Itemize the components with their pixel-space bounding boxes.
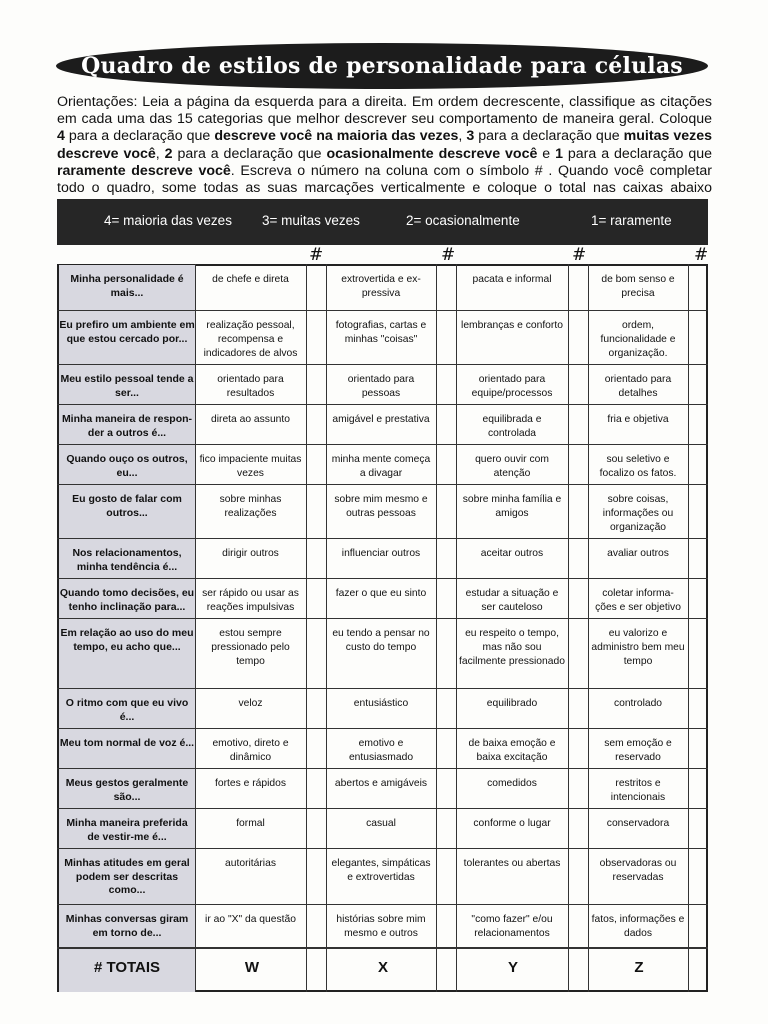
row-divider [57, 728, 708, 729]
statement-y: lembranças e conforto [461, 320, 563, 331]
row-divider [57, 538, 708, 539]
score-box-w[interactable] [307, 405, 326, 444]
statement-y: quero ouvir com atenção [475, 454, 549, 479]
score-box-z[interactable] [689, 905, 708, 948]
statement-z: fatos, informações e dados [591, 914, 685, 939]
row-category: O ritmo com que eu vivo é... [65, 697, 189, 723]
statement-x: influenciar outros [341, 548, 421, 559]
statement-y: orientado para equipe/processos [471, 374, 553, 399]
statement-z: eu valorizo e administro bem meu tempo [591, 628, 685, 667]
score-box-x[interactable] [437, 445, 456, 484]
statement-z: restritos e intencionais [610, 778, 666, 803]
score-box-w[interactable] [307, 619, 326, 688]
statement-w: veloz [238, 698, 263, 709]
row-category: Quando ouço os outros, eu... [66, 453, 188, 479]
total-x-label: X [377, 959, 388, 976]
statement-y: equilibrado [486, 698, 538, 709]
statement-w: ser rápido ou usar as reações impulsivas [202, 588, 299, 613]
score-box-x[interactable] [437, 365, 456, 404]
statement-w: direta ao assunto [211, 414, 290, 425]
score-box-x[interactable] [437, 689, 456, 728]
score-box-x[interactable] [437, 769, 456, 808]
score-box-z[interactable] [689, 809, 708, 848]
statement-x: amigável e prestativa [332, 414, 430, 425]
statement-z: sobre coisas, informações ou organização [602, 494, 674, 533]
statement-y: sobre minha família e amigos [462, 494, 562, 519]
score-box-z[interactable] [689, 405, 708, 444]
score-box-y[interactable] [569, 445, 588, 484]
score-box-y[interactable] [569, 809, 588, 848]
row-divider [57, 848, 708, 849]
legend-3: 3= muitas vezes [262, 213, 360, 228]
totals-label: # TOTAIS [93, 959, 161, 976]
score-box-x[interactable] [437, 905, 456, 948]
row-category: Nos relacionamentos, minha tendência é... [72, 547, 182, 573]
statement-w: ir ao "X" da questão [205, 914, 296, 925]
statement-x: emotivo e entusiasmado [348, 738, 414, 763]
score-box-y[interactable] [569, 905, 588, 948]
score-box-z[interactable] [689, 619, 708, 688]
score-box-w[interactable] [307, 579, 326, 618]
statement-y: pacata e informal [472, 274, 552, 285]
score-box-y[interactable] [569, 485, 588, 538]
legend-bar [57, 199, 708, 245]
statement-x: entusiástico [353, 698, 409, 709]
statement-y: aceitar outros [480, 548, 544, 559]
score-box-w[interactable] [307, 769, 326, 808]
score-box-y[interactable] [569, 405, 588, 444]
title-banner [56, 43, 708, 89]
total-box-w[interactable] [307, 949, 326, 991]
statement-y: "como fazer" e/ou relacionamentos [471, 914, 553, 939]
score-box-w[interactable] [307, 689, 326, 728]
score-box-x[interactable] [437, 729, 456, 768]
row-divider [57, 484, 708, 485]
row-category: Minha maneira de respon- der a outros é... [61, 413, 193, 439]
row-category: Meu tom normal de voz é... [59, 737, 195, 749]
statement-x: abertos e amigáveis [334, 778, 428, 789]
total-box-z[interactable] [689, 949, 708, 991]
score-box-w[interactable] [307, 485, 326, 538]
score-box-w[interactable] [307, 539, 326, 578]
total-box-x[interactable] [437, 949, 456, 991]
statement-z: sou seletivo e focalizo os fatos. [599, 454, 677, 479]
score-box-z[interactable] [689, 729, 708, 768]
statement-y: conforme o lugar [473, 818, 551, 829]
statement-y: equilibrada e controlada [482, 414, 542, 439]
statement-w: de chefe e direta [212, 274, 289, 285]
score-box-w[interactable] [307, 729, 326, 768]
instructions-paragraph: Orientações: Leia a página da esquerda para a direita. Em ordem decrescente, classifique as citações em cada uma das 15 categorias que melhor descrever seu comportamento de maneira geral. Coloque 4 para a declaração que descreve você na maioria das vezes, 3 para a declaração que muitas vezes descreve você, 2 para a declaração que ocasionalmente descreve você e 1 para a declaração que raramente descreve você. Escreva o número na coluna com o símbolo # . Quando você completar todo o quadro, some todas as suas marcações verticalmente e coloque o total nas caixas abaixo [57, 94, 713, 197]
row-divider [57, 808, 708, 809]
statement-z: ordem, funcionalidade e organização. [600, 320, 676, 359]
row-divider [57, 364, 708, 365]
statement-w: formal [236, 818, 265, 829]
score-box-z[interactable] [689, 579, 708, 618]
statement-w: emotivo, direto e dinâmico [212, 738, 289, 763]
total-w-label: W [244, 959, 260, 976]
score-box-x[interactable] [437, 849, 456, 904]
total-z-label: Z [634, 959, 644, 976]
score-box-w[interactable] [307, 265, 326, 310]
statement-z: orientado para detalhes [604, 374, 672, 399]
page-title: Quadro de estilos de personalidade para células [81, 53, 683, 79]
row-category: Eu prefiro um ambiente em que estou cercado por... [59, 319, 195, 345]
score-box-z[interactable] [689, 769, 708, 808]
score-box-w[interactable] [307, 905, 326, 948]
row-category: Meus gestos geralmente são... [65, 777, 189, 803]
statement-x: fazer o que eu sinto [335, 588, 427, 599]
row-divider [57, 578, 708, 579]
score-box-y[interactable] [569, 365, 588, 404]
totals-divider [57, 947, 708, 949]
row-category: Minha personalidade é mais... [70, 273, 184, 299]
statement-z: avaliar outros [607, 548, 669, 559]
hash-symbol-x: # [441, 245, 456, 265]
statement-y: tolerantes ou abertas [463, 858, 561, 869]
score-box-z[interactable] [689, 539, 708, 578]
row-category: Minhas atitudes em geral podem ser descritas como... [64, 857, 190, 896]
score-box-w[interactable] [307, 849, 326, 904]
statement-w: autoritárias [225, 858, 276, 869]
score-box-x[interactable] [437, 485, 456, 538]
score-box-x[interactable] [437, 809, 456, 848]
statement-x: histórias sobre mim mesmo e outros [336, 914, 426, 939]
statement-z: sem emoção e reservado [604, 738, 672, 763]
score-box-y[interactable] [569, 849, 588, 904]
statement-x: extrovertida e ex- pressiva [341, 274, 421, 299]
row-divider [57, 444, 708, 445]
statement-x: fotografias, cartas e minhas "coisas" [335, 320, 427, 345]
statement-z: conservadora [606, 818, 670, 829]
statement-y: comedidos [487, 778, 537, 789]
statement-w: orientado para resultados [217, 374, 284, 399]
score-box-y[interactable] [569, 311, 588, 364]
statement-x: orientado para pessoas [347, 374, 415, 399]
statement-x: minha mente começa a divagar [331, 454, 431, 479]
row-divider [57, 618, 708, 619]
score-box-x[interactable] [437, 265, 456, 310]
row-divider [57, 404, 708, 405]
statement-y: estudar a situação e ser cauteloso [465, 588, 559, 613]
row-divider [57, 768, 708, 769]
row-category: Minha maneira preferida de vestir-me é... [66, 817, 188, 843]
score-box-y[interactable] [569, 619, 588, 688]
row-divider [57, 310, 708, 311]
statement-w: realização pessoal, recompensa e indicadores de alvos [203, 320, 298, 359]
row-category: Meu estilo pessoal tende a ser... [60, 373, 194, 399]
score-box-w[interactable] [307, 809, 326, 848]
score-box-w[interactable] [307, 365, 326, 404]
statement-z: observadoras ou reservadas [599, 858, 677, 883]
statement-y: eu respeito o tempo, mas não sou facilmente pressionado [459, 628, 565, 667]
statement-x: casual [366, 818, 396, 829]
row-category: Em relação ao uso do meu tempo, eu acho que... [60, 627, 194, 653]
statement-w: fortes e rápidos [215, 778, 286, 789]
legend-1: 1= raramente [591, 213, 672, 228]
row-divider [57, 904, 708, 905]
row-divider [57, 688, 708, 689]
score-box-y[interactable] [569, 579, 588, 618]
score-box-w[interactable] [307, 445, 326, 484]
statement-y: de baixa emoção e baixa excitação [468, 738, 556, 763]
score-box-x[interactable] [437, 405, 456, 444]
score-box-z[interactable] [689, 445, 708, 484]
score-box-x[interactable] [437, 539, 456, 578]
statement-z: fria e objetiva [607, 414, 669, 425]
row-category: Minhas conversas giram em torno de... [65, 913, 189, 939]
statement-w: dirigir outros [222, 548, 279, 559]
total-box-y[interactable] [569, 949, 588, 991]
column-divider [456, 264, 457, 992]
score-box-y[interactable] [569, 265, 588, 310]
score-box-z[interactable] [689, 689, 708, 728]
score-box-z[interactable] [689, 849, 708, 904]
score-box-z[interactable] [689, 365, 708, 404]
score-box-y[interactable] [569, 539, 588, 578]
legend-4: 4= maioria das vezes [104, 213, 232, 228]
score-box-w[interactable] [307, 311, 326, 364]
score-box-x[interactable] [437, 311, 456, 364]
score-box-x[interactable] [437, 619, 456, 688]
score-box-y[interactable] [569, 769, 588, 808]
statement-z: coletar informa- ções e ser objetivo [595, 588, 681, 613]
column-divider [326, 264, 327, 992]
statement-w: fico impaciente muitas vezes [199, 454, 302, 479]
row-category: Quando tomo decisões, eu tenho inclinação para... [59, 587, 195, 613]
statement-z: controlado [613, 698, 663, 709]
statement-w: sobre minhas realizações [219, 494, 282, 519]
column-divider [588, 264, 589, 992]
statement-x: sobre mim mesmo e outras pessoas [334, 494, 428, 519]
score-box-y[interactable] [569, 689, 588, 728]
score-box-y[interactable] [569, 729, 588, 768]
score-box-z[interactable] [689, 485, 708, 538]
score-box-z[interactable] [689, 265, 708, 310]
score-box-z[interactable] [689, 311, 708, 364]
hash-symbol-w: # [309, 245, 324, 265]
hash-symbol-y: # [572, 245, 587, 265]
legend-2: 2= ocasionalmente [406, 213, 520, 228]
statement-w: estou sempre pressionado pelo tempo [211, 628, 290, 667]
row-category: Eu gosto de falar com outros... [72, 493, 182, 519]
statement-x: elegantes, simpáticas e extrovertidas [331, 858, 431, 883]
total-y-label: Y [507, 959, 518, 976]
score-box-x[interactable] [437, 579, 456, 618]
hash-symbol-z: # [694, 245, 709, 265]
statement-x: eu tendo a pensar no custo do tempo [332, 628, 430, 653]
column-divider [195, 264, 196, 992]
statement-z: de bom senso e precisa [601, 274, 675, 299]
